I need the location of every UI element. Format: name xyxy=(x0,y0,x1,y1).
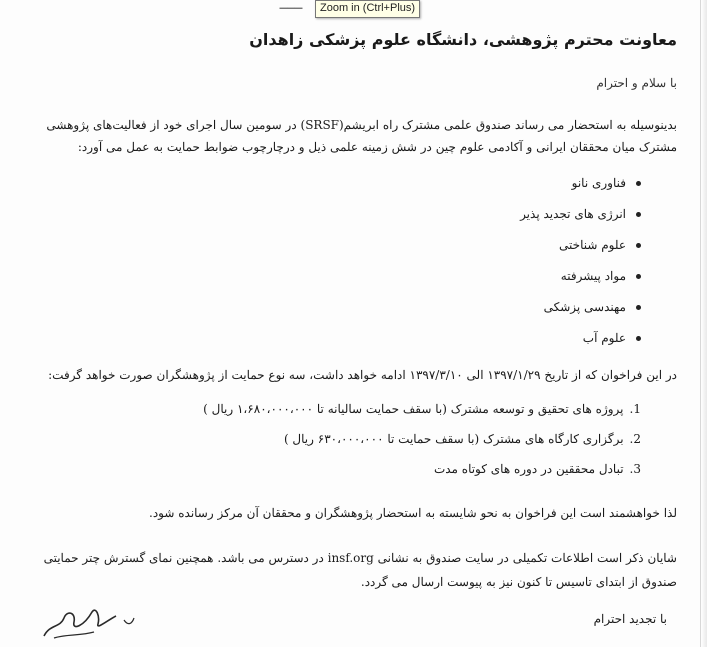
bullet-icon xyxy=(636,274,641,279)
note-line-2: صندوق از ابتدای تاسیس تا کنون نیز به پیوست ارسال می گردد. xyxy=(360,575,677,589)
list-item: علوم شناختی xyxy=(559,238,641,266)
bullet-icon xyxy=(636,336,641,341)
intro-line-1: بدینوسیله به استحضار می رساند صندوق علمی مشترک راه ابریشم(SRSF) در سومین سال اجرای خود از فعالیت‌های پژوهشی xyxy=(46,118,677,132)
letter-closing: با تجدید احترام xyxy=(593,612,667,626)
letter-greeting: با سلام و احترام xyxy=(596,76,677,90)
cropped-header-fragment: ـــ xyxy=(279,0,303,13)
bullet-icon xyxy=(636,305,641,310)
intro-line-2: مشترک میان محققان ایرانی و آکادمی علوم چین در شش زمینه علمی ذیل و درچارچوب ضوابط حمایت به عمل می آورد: xyxy=(77,140,677,154)
list-item: انرژی های تجدید پذیر xyxy=(520,207,641,235)
bullet-icon xyxy=(636,212,641,217)
note-line-1: شایان ذکر است اطلاعات تکمیلی در سایت صندوق به نشانی insf.org در دسترس می باشد. همچنین نمای گسترش چتر حمایتی xyxy=(43,551,677,565)
list-item: علوم آب xyxy=(583,331,641,359)
list-item: 3.تبادل محققین در دوره های کوتاه مدت xyxy=(433,462,641,476)
call-paragraph: در این فراخوان که از تاریخ ۱۳۹۷/۱/۲۹ الی ۱۳۹۷/۳/۱۰ ادامه خواهد داشت، سه نوع حمایت از پژوهشگران صورت خواهد گرفت: xyxy=(48,368,677,382)
bullet-icon xyxy=(636,243,641,248)
zoom-tooltip: Zoom in (Ctrl+Plus) xyxy=(315,0,420,18)
list-item: 1.پروژه های تحقیق و توسعه مشترک (با سقف حمایت سالیانه تا ۱،۶۸۰،۰۰۰،۰۰۰ ریال ) xyxy=(203,402,641,416)
note-paragraph xyxy=(44,546,677,594)
request-paragraph: لذا خواهشمند است این فراخوان به نحو شایسته به استحضار پژوهشگران و محققان آن مرکز رسانده شود. xyxy=(149,506,677,520)
handwritten-signature-icon xyxy=(40,598,140,643)
bullet-icon xyxy=(636,181,641,186)
intro-paragraph xyxy=(46,114,677,158)
letter-recipient-title: معاونت محترم پژوهشی، دانشگاه علوم پزشکی زاهدان xyxy=(249,30,677,49)
page-edge-shadow xyxy=(700,0,707,647)
list-item: فناوری نانو xyxy=(572,176,641,204)
list-item: مهندسی پزشکی xyxy=(544,300,641,328)
list-item: 2.برگزاری کارگاه های مشترک (با سقف حمایت تا ۶۳۰،۰۰۰،۰۰۰ ریال ) xyxy=(283,432,641,446)
list-item: مواد پیشرفته xyxy=(561,269,641,297)
